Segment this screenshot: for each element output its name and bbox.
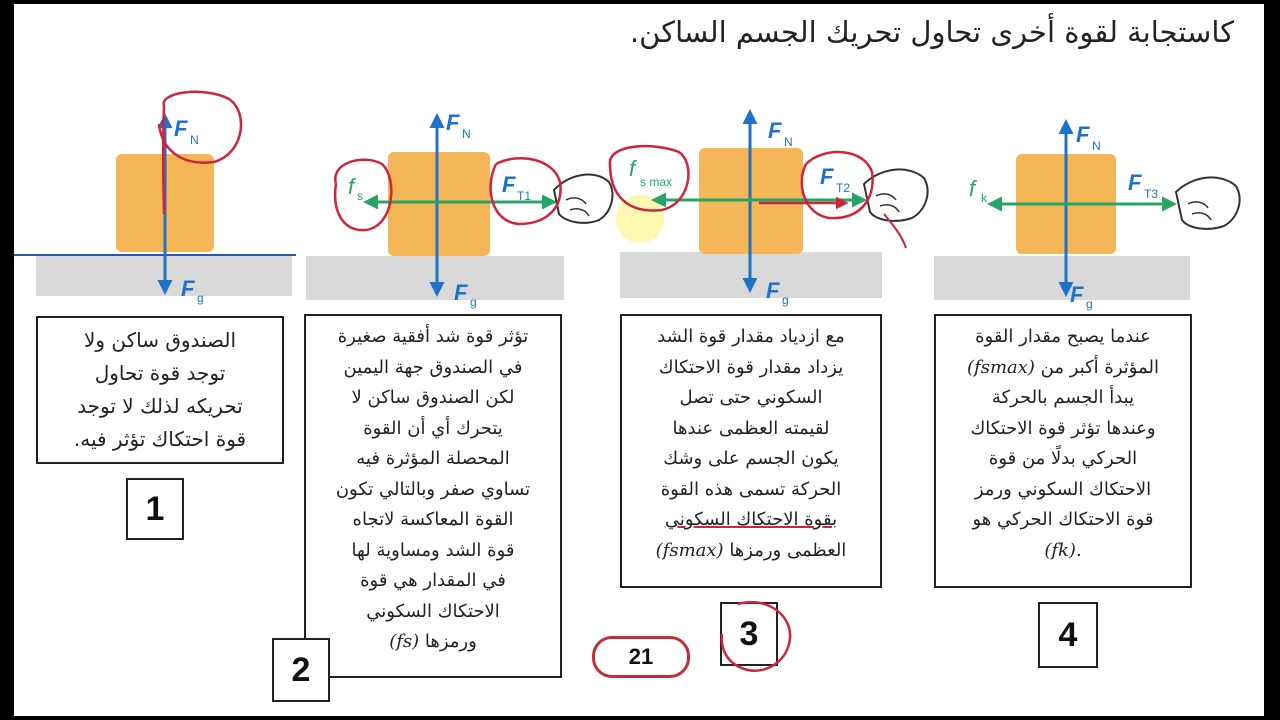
gravity-subscript: g bbox=[197, 291, 204, 305]
worksheet-page bbox=[14, 4, 1264, 716]
gravity-label: F bbox=[181, 276, 195, 301]
text-fragment: ورمزها bbox=[424, 631, 477, 652]
explanation-box-2 bbox=[304, 314, 562, 678]
panel-number-1: 1 bbox=[126, 478, 184, 540]
text-line: قوة الشد ومساوية لها bbox=[351, 539, 515, 561]
ground bbox=[934, 256, 1190, 300]
friction-subscript: k bbox=[981, 191, 987, 205]
text-line bbox=[312, 627, 554, 658]
normal-label: F bbox=[1076, 122, 1090, 147]
friction-label: f bbox=[969, 176, 976, 201]
text-line: الحركة تسمى هذه القوة bbox=[660, 478, 842, 500]
text-line: يبدأ الجسم بالحركة bbox=[991, 387, 1135, 408]
annotation-circle-number-3 bbox=[710, 594, 796, 678]
text-line: عندما يصبح مقدار القوة bbox=[975, 326, 1151, 347]
force-diagrams bbox=[14, 4, 1264, 324]
diagram-1 bbox=[14, 92, 296, 305]
text-line: يزداد مقدار قوة الاحتكاك bbox=[658, 356, 844, 378]
friction-subscript: s max bbox=[640, 175, 673, 189]
explanation-box-4 bbox=[934, 314, 1192, 588]
text-line: لقيمته العظمى عندها bbox=[672, 417, 830, 439]
text-line: في الصندوق جهة اليمين bbox=[343, 356, 523, 378]
text-line: في المقدار هي قوة bbox=[360, 570, 506, 591]
text-line: تؤثر قوة شد أفقية صغيرة bbox=[337, 326, 529, 347]
static-friction-symbol: (fs) bbox=[389, 631, 420, 652]
normal-subscript: N bbox=[462, 127, 471, 141]
normal-subscript: N bbox=[784, 135, 793, 149]
text-line: مع ازدياد مقدار قوة الشد bbox=[657, 326, 845, 347]
text-line: قوة احتكاك تؤثر فيه. bbox=[73, 427, 247, 451]
text-line bbox=[942, 536, 1184, 567]
text-line: توجد قوة تحاول bbox=[94, 361, 226, 385]
diagram-4 bbox=[934, 122, 1240, 311]
explanation-box-3 bbox=[620, 314, 882, 588]
gravity-subscript: g bbox=[470, 295, 477, 309]
friction-subscript: s bbox=[357, 189, 363, 203]
text-line: القوة المعاكسة لاتجاه bbox=[352, 509, 514, 530]
text-line: تحريكه لذلك لا توجد bbox=[77, 394, 243, 418]
text-line bbox=[628, 536, 874, 567]
hand-icon bbox=[1176, 177, 1240, 228]
gravity-subscript: g bbox=[782, 293, 789, 307]
gravity-label: F bbox=[454, 280, 468, 305]
normal-subscript: N bbox=[190, 133, 199, 147]
panel-number-4: 4 bbox=[1038, 602, 1098, 668]
explanation-box-1 bbox=[36, 316, 284, 464]
text-line: الصندوق ساكن ولا bbox=[83, 328, 237, 352]
gravity-label: F bbox=[1070, 282, 1084, 307]
page-title: كاستجابة لقوة أخرى تحاول تحريك الجسم الساكن. bbox=[629, 15, 1234, 49]
text-line: السكوني حتى تصل bbox=[679, 387, 823, 408]
text-fragment: المؤثرة أكبر من bbox=[1040, 356, 1159, 378]
tension-subscript: T2 bbox=[836, 181, 851, 195]
text-line: الاحتكاك السكوني ورمز bbox=[974, 478, 1152, 500]
tension-label: F bbox=[502, 172, 516, 197]
hand-icon bbox=[554, 175, 612, 223]
friction-label: f bbox=[629, 156, 636, 181]
text-line: الاحتكاك السكوني bbox=[366, 600, 500, 622]
tension-label: F bbox=[820, 164, 834, 189]
diagram-2 bbox=[306, 110, 612, 309]
text-line: تساوي صفر وبالتالي تكون bbox=[335, 478, 531, 500]
panel-number-3: 3 bbox=[720, 602, 778, 666]
gravity-subscript: g bbox=[1086, 297, 1093, 311]
ground bbox=[306, 256, 564, 300]
tension-subscript: T1 bbox=[517, 189, 532, 203]
panel-number-2: 2 bbox=[272, 638, 330, 702]
tension-label: F bbox=[1128, 170, 1142, 195]
text-line: المحصلة المؤثرة فيه bbox=[356, 448, 510, 469]
normal-label: F bbox=[174, 116, 188, 141]
text-line: قوة الاحتكاك الحركي هو bbox=[972, 509, 1154, 530]
text-line: وعندها تؤثر قوة الاحتكاك bbox=[970, 417, 1156, 439]
page-number-badge: 21 bbox=[592, 636, 690, 678]
normal-label: F bbox=[768, 118, 782, 143]
highlight-mark bbox=[616, 195, 664, 243]
highlighted-term: بقوة الاحتكاك السكوني bbox=[664, 509, 838, 530]
crate bbox=[388, 152, 490, 256]
annotation-circle-friction bbox=[335, 160, 391, 230]
text-line: لكن الصندوق ساكن لا bbox=[351, 387, 515, 408]
text-line: يكون الجسم على وشك bbox=[663, 448, 839, 469]
text-fragment: العظمى ورمزها bbox=[729, 539, 847, 561]
tension-subscript: T3 bbox=[1144, 187, 1159, 201]
normal-label: F bbox=[446, 110, 460, 135]
kinetic-friction-symbol: (fk). bbox=[1044, 539, 1082, 561]
text-line: يتحرك أي أن القوة bbox=[363, 417, 503, 439]
max-static-friction-symbol: (fsmax) bbox=[655, 539, 724, 561]
normal-subscript: N bbox=[1092, 139, 1101, 153]
text-line bbox=[942, 353, 1184, 384]
max-static-friction-symbol: (fsmax) bbox=[967, 356, 1035, 378]
friction-label: f bbox=[348, 174, 355, 199]
text-line: الحركي بدلًا من قوة bbox=[988, 448, 1138, 469]
diagram-3 bbox=[610, 112, 928, 307]
gravity-label: F bbox=[766, 278, 780, 303]
